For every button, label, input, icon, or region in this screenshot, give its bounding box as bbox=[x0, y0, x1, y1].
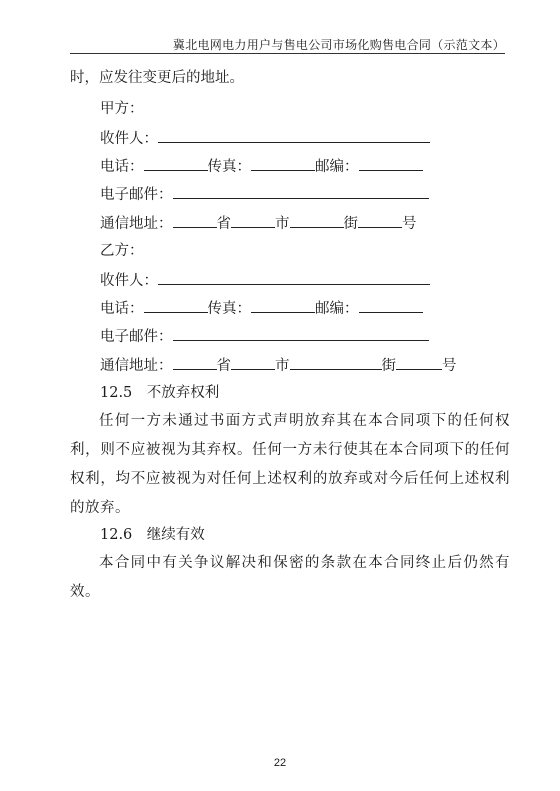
party-b-number-label: 号 bbox=[442, 358, 457, 374]
party-b-address-label: 通信地址： bbox=[100, 358, 173, 374]
page-number: 22 bbox=[273, 757, 287, 769]
party-a-recipient-field[interactable] bbox=[158, 127, 430, 143]
intro-line: 时，应发往变更后的地址。 bbox=[70, 70, 244, 86]
party-b-phone-label: 电话： bbox=[100, 301, 144, 317]
party-a-email-field[interactable] bbox=[173, 183, 429, 199]
party-b-province-label: 省 bbox=[216, 358, 231, 374]
party-b-phone-field[interactable] bbox=[144, 297, 208, 313]
party-a-number-label: 号 bbox=[402, 216, 417, 232]
header-title: 冀北电网电力用户与售电公司市场化购售电合同（示范文本） bbox=[172, 38, 505, 52]
section-12-5-heading: 12.5 不放弃权利 bbox=[100, 385, 220, 401]
party-a-number-field[interactable] bbox=[358, 212, 402, 228]
party-b-fax-field[interactable] bbox=[251, 297, 315, 313]
party-b-address-row bbox=[100, 354, 457, 376]
party-a-postcode-field[interactable] bbox=[359, 155, 423, 171]
section-12-6-heading: 12.6 继续有效 bbox=[100, 527, 205, 543]
party-b-street-label: 街 bbox=[381, 358, 396, 374]
party-a-recipient-label: 收件人： bbox=[100, 131, 158, 147]
party-a-city-field[interactable] bbox=[231, 212, 275, 228]
party-b-contact-row bbox=[100, 297, 423, 319]
party-b-fax-label: 传真： bbox=[207, 301, 251, 317]
party-a-phone-label: 电话： bbox=[100, 159, 144, 175]
party-a-province-label: 省 bbox=[216, 216, 231, 232]
party-a-fax-label: 传真： bbox=[207, 159, 251, 175]
party-a-fax-field[interactable] bbox=[251, 155, 315, 171]
party-b-email-row bbox=[100, 325, 429, 347]
party-b-city-field[interactable] bbox=[231, 354, 275, 370]
party-b-province-field[interactable] bbox=[173, 354, 217, 370]
party-a-email-row bbox=[100, 183, 429, 205]
party-a-street-field[interactable] bbox=[290, 212, 344, 228]
party-b-number-field[interactable] bbox=[396, 354, 442, 370]
party-b-street-field[interactable] bbox=[290, 354, 382, 370]
party-a-street-label: 街 bbox=[343, 216, 358, 232]
section-12-5-body: 任何一方未通过书面方式声明放弃其在本合同项下的任何权利，则不应被视为其弃权。任何一方未行使其在本合同项下的任何权利，均不应被视为对任何上述权利的放弃或对今后任何上述权利的放弃。 bbox=[70, 413, 510, 516]
party-a-address-label: 通信地址： bbox=[100, 216, 173, 232]
party-b-email-field[interactable] bbox=[173, 325, 429, 341]
party-b-recipient-field[interactable] bbox=[158, 269, 430, 285]
party-b-city-label: 市 bbox=[275, 358, 290, 374]
party-a-recipient-row bbox=[100, 127, 430, 149]
party-a-phone-field[interactable] bbox=[144, 155, 208, 171]
party-a-address-row bbox=[100, 212, 417, 234]
party-a-province-field[interactable] bbox=[173, 212, 217, 228]
party-a-city-label: 市 bbox=[275, 216, 290, 232]
header-rule bbox=[70, 53, 505, 54]
party-b-recipient-label: 收件人： bbox=[100, 273, 158, 289]
party-b-postcode-label: 邮编： bbox=[315, 301, 359, 317]
party-a-email-label: 电子邮件： bbox=[100, 187, 173, 203]
party-b-email-label: 电子邮件： bbox=[100, 329, 173, 345]
party-a-postcode-label: 邮编： bbox=[315, 159, 359, 175]
party-b-recipient-row bbox=[100, 269, 430, 291]
party-a-contact-row bbox=[100, 155, 423, 177]
party-b-label: 乙方： bbox=[100, 243, 144, 259]
section-12-6-body: 本合同中有关争议解决和保密的条款在本合同终止后仍然有效。 bbox=[70, 555, 510, 600]
party-b-postcode-field[interactable] bbox=[359, 297, 423, 313]
party-a-label: 甲方： bbox=[100, 101, 144, 117]
